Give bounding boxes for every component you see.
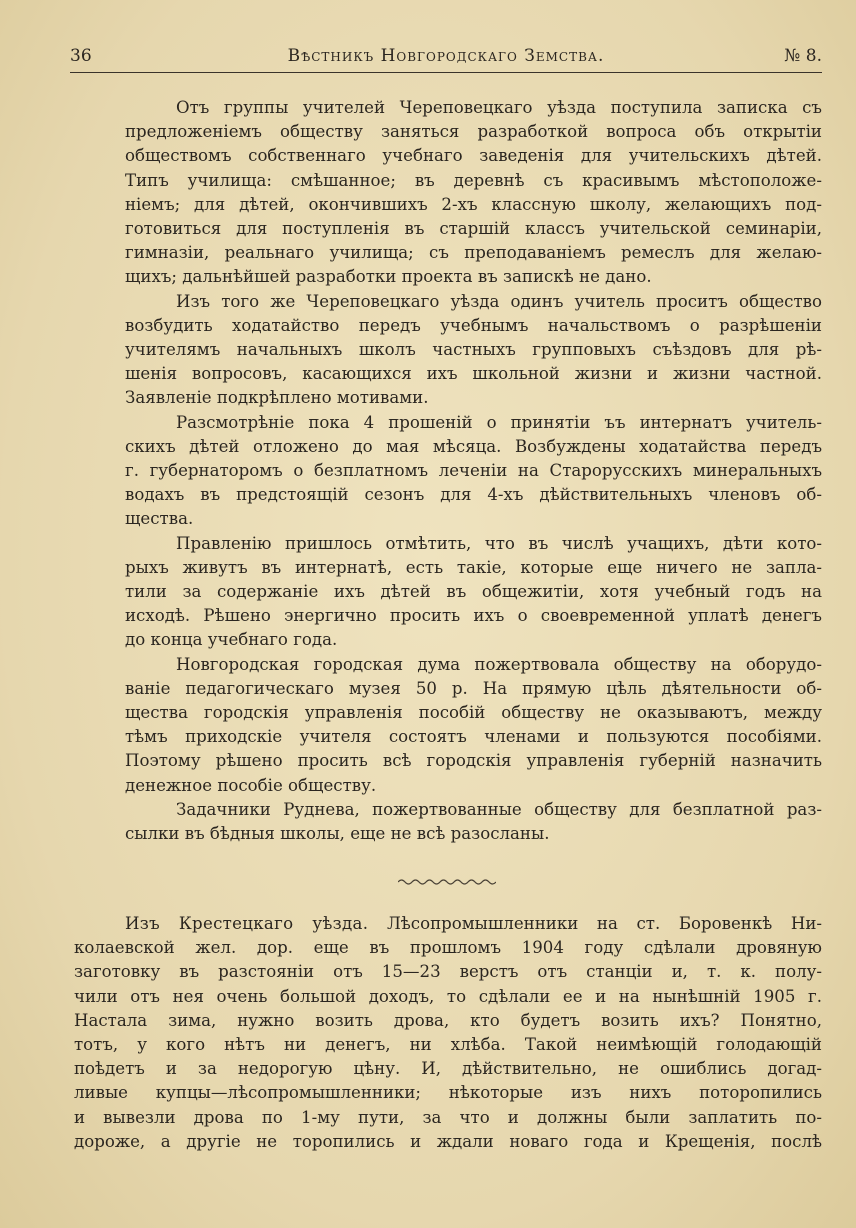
text-line: колаевской жел. дор. еще въ прошломъ 1904 году сдѣлали дровяную — [74, 938, 822, 958]
text-line: и вывезли дрова по 1-му пути, за что и должны были заплатить по- — [74, 1107, 822, 1127]
paragraph — [74, 798, 822, 846]
paragraph — [74, 653, 822, 798]
paragraph — [74, 96, 822, 290]
text-line: Изъ того же Череповецкаго уѣзда одинъ учитель проситъ общество — [176, 291, 822, 311]
text-line: возбудить ходатайство передъ учебнымъ начальствомъ о разрѣшеніи — [125, 315, 822, 335]
journal-title: Вѣстникъ Новгородскаго Земства. — [287, 46, 605, 66]
text-line: рыхъ живутъ въ интернатѣ, есть такіе, которые еще ничего не запла- — [125, 557, 822, 577]
paragraph — [74, 290, 822, 411]
issue-number: № 8. — [784, 46, 822, 66]
paragraph — [74, 411, 822, 532]
text-line: Новгородская городская дума пожертвовала обществу на оборудо- — [176, 654, 822, 674]
text-line: дороже, а другіе не торопились и ждали новаго года и Крещенія, послѣ — [74, 1131, 822, 1151]
section-heading: Изъ Крестецкаго уѣзда. — [125, 914, 369, 933]
text-line: чили отъ нея очень большой доходъ, то сдѣлали ее и на нынѣшній 1905 г. — [74, 986, 822, 1006]
text-line: щества. — [125, 509, 194, 529]
text-line: исходѣ. Рѣшено энергично просить ихъ о своевременной уплатѣ денегъ — [125, 606, 822, 626]
text-line: тотъ, у кого нѣтъ ни денегъ, ни хлѣба. Такой неимѣющій голодающій — [74, 1035, 822, 1055]
text-line: Заявленіе подкрѣплено мотивами. — [125, 388, 429, 408]
text-line: ніемъ; для дѣтей, окончившихъ 2-хъ классную школу, желающихъ под- — [125, 194, 822, 214]
page-number: 36 — [70, 46, 92, 66]
text-line: щихъ; дальнѣйшей разработки проекта въ запискѣ не дано. — [125, 267, 652, 287]
header-rule — [70, 72, 822, 73]
section-first-line — [74, 912, 822, 936]
text-line: учителямъ начальныхъ школъ частныхъ групповыхъ съѣздовъ для рѣ- — [125, 340, 822, 360]
text-line: Типъ училища: смѣшанное; въ деревнѣ съ красивымъ мѣстоположе- — [125, 170, 822, 190]
text-line: тѣмъ приходскіе учителя состоятъ членами и пользуются пособіями. — [125, 727, 822, 747]
section-krestetsky — [74, 912, 822, 1154]
text-run: Лѣсопромышленники на ст. Боровенкѣ Ни- — [386, 914, 822, 933]
paragraph — [74, 532, 822, 653]
text-line: Отъ группы учителей Череповецкаго уѣзда поступила записка съ — [176, 98, 822, 117]
text-line: гимназіи, реальнаго училища; съ преподаваніемъ ремеслъ для желаю- — [125, 243, 822, 263]
text-line: обществомъ собственнаго учебнаго заведенія для учительскихъ дѣтей. — [125, 146, 822, 166]
text-line: денежное пособіе обществу. — [125, 775, 377, 795]
text-line: Разсмотрѣніе пока 4 прошеній о принятіи ъъ интернатъ учитель- — [176, 412, 822, 432]
text-line: ваніе педагогическаго музея 50 р. На прямую цѣль дѣятельности об- — [125, 678, 822, 698]
text-line: г. губернаторомъ о безплатномъ леченіи на Старорусскихъ минеральныхъ — [125, 461, 822, 481]
text-line: сылки въ бѣдныя школы, еще не всѣ разосланы. — [125, 824, 550, 844]
text-line: Настала зима, нужно возить дрова, кто будетъ возить ихъ? Понятно, — [74, 1010, 822, 1030]
text-line: Задачники Руднева, пожертвованные обществу для безплатной раз- — [176, 799, 822, 819]
text-line: поѣдетъ и за недорогую цѣну. И, дѣйствительно, не ошиблись догад- — [74, 1059, 822, 1079]
text-line: тили за содержаніе ихъ дѣтей въ общежитіи, хотя учебный годъ на — [125, 582, 822, 602]
text-line: до конца учебнаго года. — [125, 630, 338, 650]
text-line: шенія вопросовъ, касающихся ихъ школьной жизни и жизни частной. — [125, 364, 822, 384]
running-header — [70, 46, 822, 72]
text-line: Поэтому рѣшено просить всѣ городскія управленія губерній назначить — [125, 751, 822, 771]
text-line: скихъ дѣтей отложено до мая мѣсяца. Возбуждены ходатайства передъ — [125, 436, 822, 456]
main-text — [74, 96, 822, 846]
text-line: ливые купцы—лѣсопромышленники; нѣкоторые изъ нихъ поторопились — [74, 1083, 822, 1103]
text-line: предложеніемъ обществу заняться разработкой вопроса объ открытіи — [125, 122, 822, 142]
wavy-divider-ornament — [398, 877, 496, 887]
text-line: водахъ въ предстоящій сезонъ для 4-хъ дѣйствительныхъ членовъ об- — [125, 485, 822, 505]
text-line: Правленію пришлось отмѣтить, что въ числѣ учащихъ, дѣти кото- — [176, 533, 822, 553]
text-line: готовиться для поступленія въ старшій классъ учительской семинаріи, — [125, 219, 822, 239]
text-line: заготовку въ разстояніи отъ 15—23 верстъ отъ станціи и, т. к. полу- — [74, 962, 822, 982]
text-line: щества городскія управленія пособій обществу не оказываютъ, между — [125, 703, 822, 723]
